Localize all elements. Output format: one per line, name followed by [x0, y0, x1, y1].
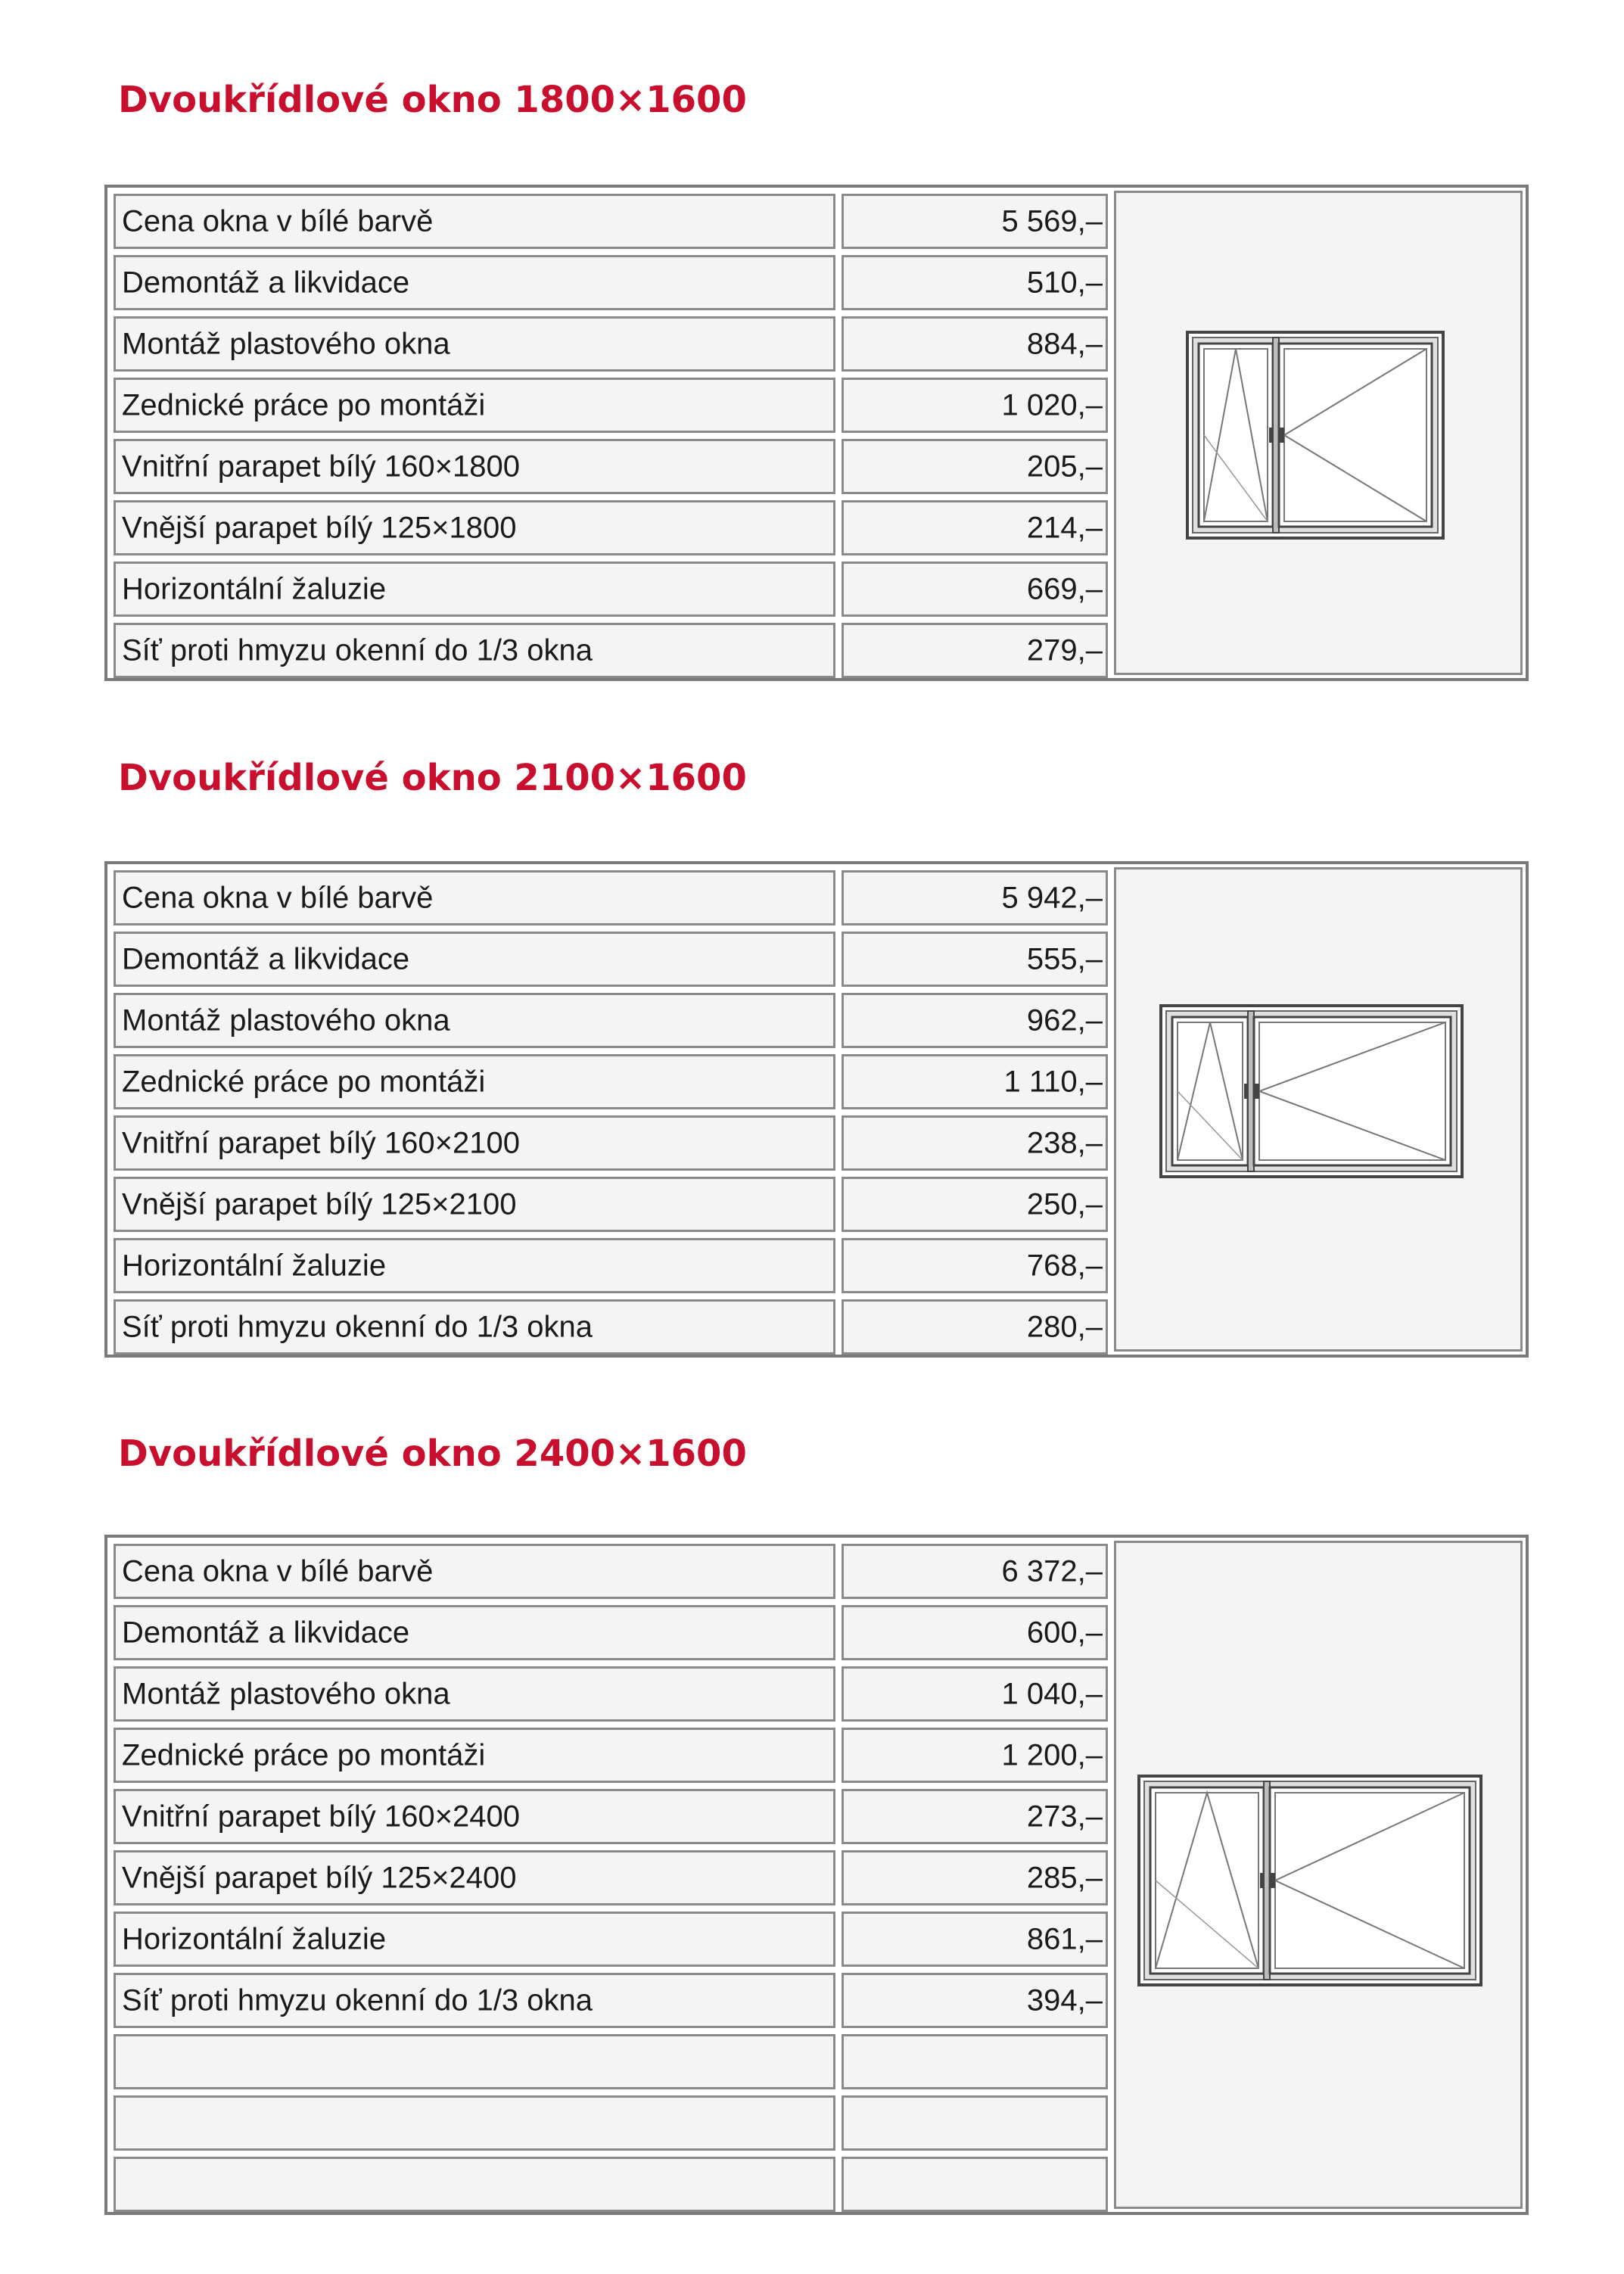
section-title-1800x1600: Dvoukřídlové okno 1800×1600: [118, 79, 747, 121]
item-label: Vnější parapet bílý 125×2100: [122, 1187, 517, 1221]
window-image-cell: [1114, 867, 1523, 1352]
item-price: 1 110,–: [1003, 1065, 1103, 1098]
window-image-cell: [1114, 191, 1523, 675]
item-price: 1 200,–: [1001, 1738, 1103, 1772]
item-price: 861,–: [1026, 1922, 1103, 1955]
item-price: 280,–: [1026, 1310, 1103, 1343]
item-price: 238,–: [1026, 1126, 1103, 1159]
section-title-2100x1600: Dvoukřídlové okno 2100×1600: [118, 757, 747, 799]
item-label: Montáž plastového okna: [122, 327, 450, 360]
item-price: 279,–: [1026, 633, 1103, 667]
item-label: Demontáž a likvidace: [122, 1616, 410, 1649]
price-table-2400x1600: [104, 1535, 1529, 2215]
item-price: 5 942,–: [1001, 881, 1103, 914]
item-label: Vnitřní parapet bílý 160×2100: [122, 1126, 520, 1159]
item-label: Cena okna v bílé barvě: [122, 881, 434, 914]
item-price: 962,–: [1026, 1003, 1103, 1037]
item-label: Síť proti hmyzu okenní do 1/3 okna: [122, 633, 593, 667]
item-label: Cena okna v bílé barvě: [122, 1554, 434, 1588]
section-title-2400x1600: Dvoukřídlové okno 2400×1600: [118, 1433, 747, 1475]
item-price: 1 020,–: [1001, 388, 1103, 422]
window-image-cell: [1114, 1541, 1523, 2209]
item-label: Demontáž a likvidace: [122, 942, 410, 975]
item-price: 669,–: [1026, 572, 1103, 605]
item-label: Montáž plastového okna: [122, 1677, 450, 1710]
item-label: Horizontální žaluzie: [122, 1249, 387, 1282]
item-price: 6 372,–: [1001, 1554, 1103, 1588]
two-sash-window-icon: [1186, 331, 1445, 540]
item-label: Cena okna v bílé barvě: [122, 204, 434, 238]
item-price: 5 569,–: [1001, 204, 1103, 238]
item-price: 273,–: [1026, 1800, 1103, 1833]
item-label: Zednické práce po montáži: [122, 388, 486, 422]
price-table-1800x1600: [104, 185, 1529, 681]
item-label: Vnější parapet bílý 125×2400: [122, 1861, 517, 1894]
item-price: 600,–: [1026, 1616, 1103, 1649]
item-price: 510,–: [1026, 266, 1103, 299]
item-label: Vnitřní parapet bílý 160×2400: [122, 1800, 520, 1833]
item-label: Horizontální žaluzie: [122, 572, 387, 605]
two-sash-window-icon: [1137, 1775, 1482, 1986]
item-label: Síť proti hmyzu okenní do 1/3 okna: [122, 1310, 593, 1343]
two-sash-window-icon: [1159, 1004, 1464, 1178]
item-price: 555,–: [1026, 942, 1103, 975]
item-price: 768,–: [1026, 1249, 1103, 1282]
item-label: Vnitřní parapet bílý 160×1800: [122, 450, 520, 483]
item-price: 884,–: [1026, 327, 1103, 360]
item-label: Zednické práce po montáži: [122, 1738, 486, 1772]
item-label: Zednické práce po montáži: [122, 1065, 486, 1098]
item-label: Vnější parapet bílý 125×1800: [122, 511, 517, 544]
item-price: 394,–: [1026, 1983, 1103, 2017]
item-price: 1 040,–: [1001, 1677, 1103, 1710]
item-price: 285,–: [1026, 1861, 1103, 1894]
price-table-2100x1600: [104, 861, 1529, 1358]
item-price: 205,–: [1026, 450, 1103, 483]
item-label: Horizontální žaluzie: [122, 1922, 387, 1955]
item-label: Demontáž a likvidace: [122, 266, 410, 299]
item-label: Montáž plastového okna: [122, 1003, 450, 1037]
item-price: 250,–: [1026, 1187, 1103, 1221]
item-price: 214,–: [1026, 511, 1103, 544]
item-label: Síť proti hmyzu okenní do 1/3 okna: [122, 1983, 593, 2017]
